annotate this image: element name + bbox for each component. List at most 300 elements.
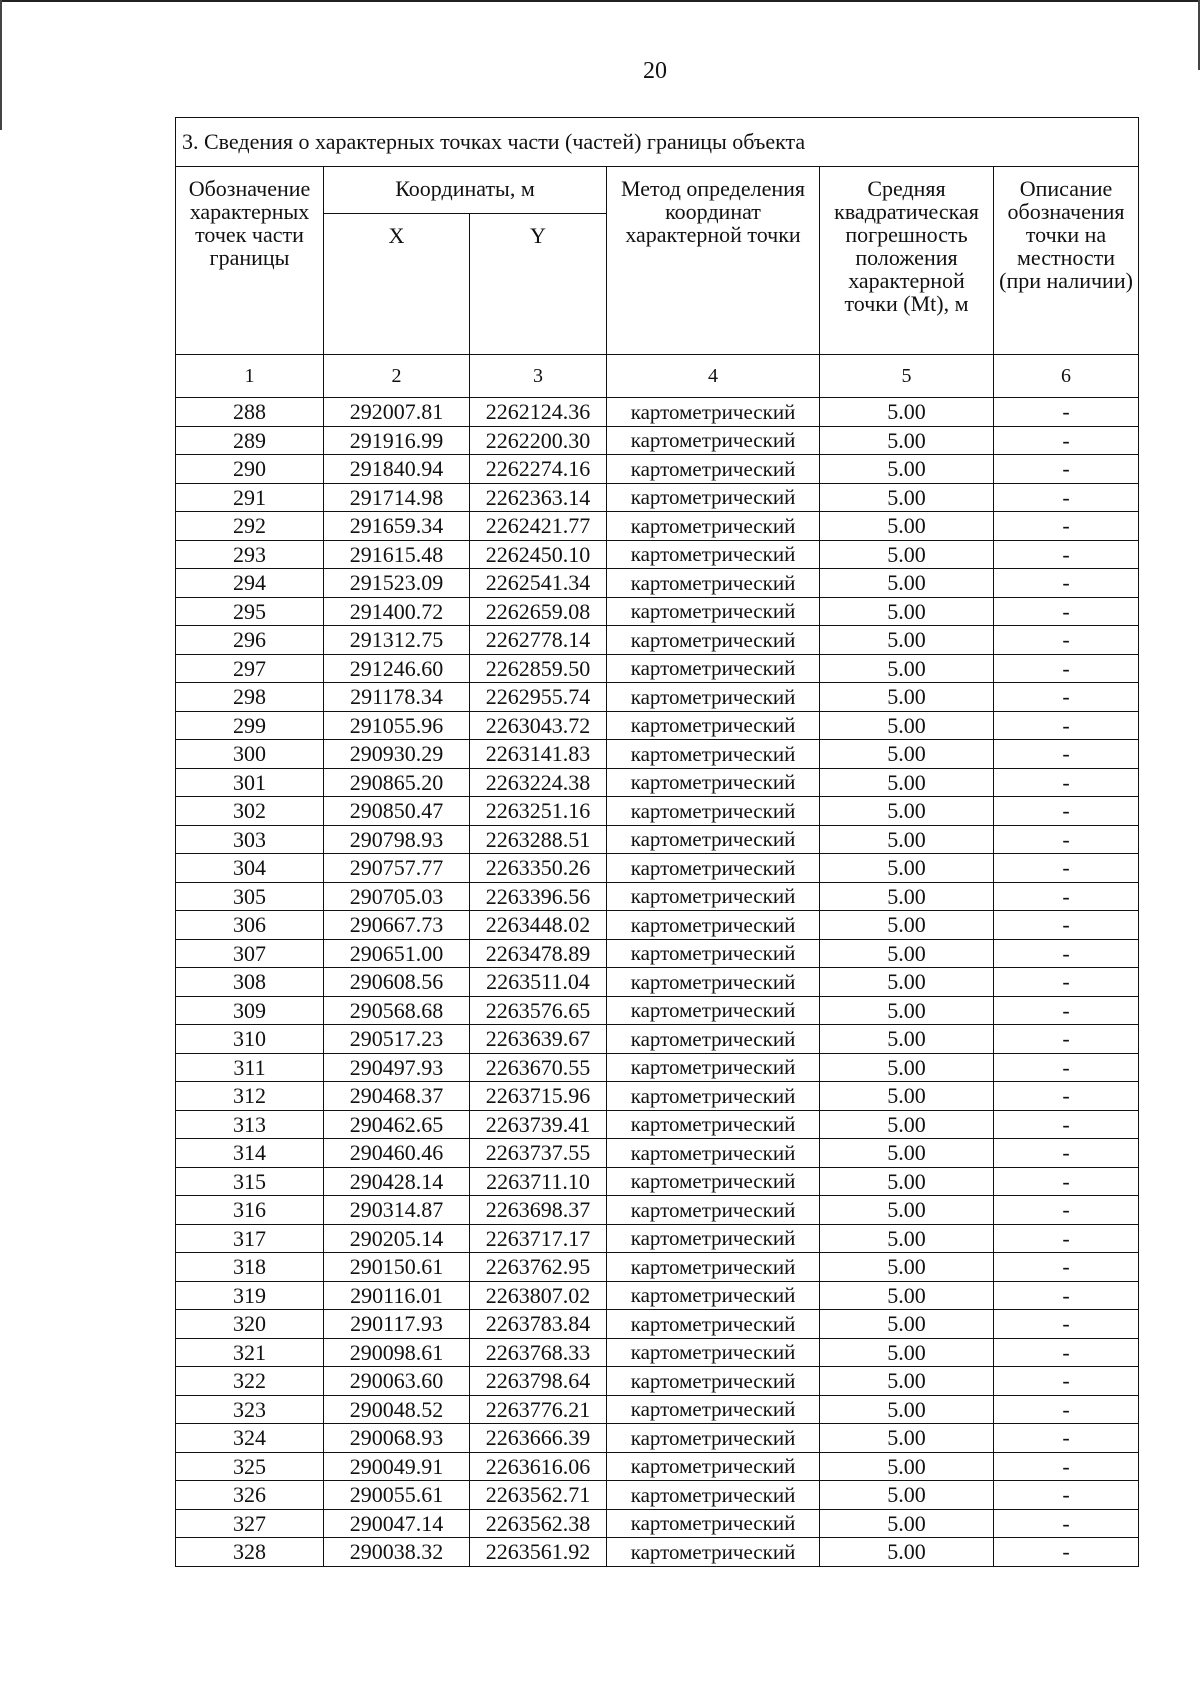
description-cell: - bbox=[994, 797, 1139, 826]
table-row bbox=[176, 1139, 1139, 1168]
description-cell: - bbox=[994, 939, 1139, 968]
coord-x-cell: 290798.93 bbox=[324, 825, 470, 854]
method-cell: картометрический bbox=[607, 1481, 820, 1510]
mean-error-cell: 5.00 bbox=[820, 1424, 994, 1453]
column-number: 6 bbox=[994, 355, 1139, 398]
description-cell: - bbox=[994, 1224, 1139, 1253]
point-number-cell: 304 bbox=[176, 854, 324, 883]
point-number-cell: 299 bbox=[176, 711, 324, 740]
point-number-cell: 298 bbox=[176, 683, 324, 712]
point-number-cell: 319 bbox=[176, 1281, 324, 1310]
method-cell: картометрический bbox=[607, 426, 820, 455]
mean-error-cell: 5.00 bbox=[820, 1481, 994, 1510]
coord-y-cell: 2263288.51 bbox=[470, 825, 607, 854]
point-number-cell: 312 bbox=[176, 1082, 324, 1111]
method-cell: картометрический bbox=[607, 825, 820, 854]
coord-y-cell: 2262450.10 bbox=[470, 540, 607, 569]
coord-y-cell: 2263350.26 bbox=[470, 854, 607, 883]
mean-error-cell: 5.00 bbox=[820, 683, 994, 712]
point-number-cell: 305 bbox=[176, 882, 324, 911]
method-cell: картометрический bbox=[607, 1053, 820, 1082]
coord-y-cell: 2262778.14 bbox=[470, 626, 607, 655]
header-mean-error: Средняя квадратическая погрешность положения характерной точки (Mt), м bbox=[820, 167, 994, 355]
point-number-cell: 306 bbox=[176, 911, 324, 940]
coord-x-cell: 290047.14 bbox=[324, 1509, 470, 1538]
table-row bbox=[176, 1424, 1139, 1453]
mean-error-cell: 5.00 bbox=[820, 1538, 994, 1567]
coord-y-cell: 2263639.67 bbox=[470, 1025, 607, 1054]
coord-x-cell: 290150.61 bbox=[324, 1253, 470, 1282]
mean-error-cell: 5.00 bbox=[820, 968, 994, 997]
mean-error-cell: 5.00 bbox=[820, 1025, 994, 1054]
coord-x-cell: 291714.98 bbox=[324, 483, 470, 512]
method-cell: картометрический bbox=[607, 1424, 820, 1453]
coord-x-cell: 290568.68 bbox=[324, 996, 470, 1025]
coord-y-cell: 2263807.02 bbox=[470, 1281, 607, 1310]
table-row bbox=[176, 825, 1139, 854]
coord-x-cell: 290205.14 bbox=[324, 1224, 470, 1253]
method-cell: картометрический bbox=[607, 996, 820, 1025]
point-number-cell: 322 bbox=[176, 1367, 324, 1396]
coord-y-cell: 2263798.64 bbox=[470, 1367, 607, 1396]
point-number-cell: 310 bbox=[176, 1025, 324, 1054]
mean-error-cell: 5.00 bbox=[820, 882, 994, 911]
point-number-cell: 289 bbox=[176, 426, 324, 455]
description-cell: - bbox=[994, 1481, 1139, 1510]
method-cell: картометрический bbox=[607, 1082, 820, 1111]
coord-y-cell: 2262274.16 bbox=[470, 455, 607, 484]
column-number: 3 bbox=[470, 355, 607, 398]
table-row bbox=[176, 1196, 1139, 1225]
point-number-cell: 303 bbox=[176, 825, 324, 854]
method-cell: картометрический bbox=[607, 1338, 820, 1367]
method-cell: картометрический bbox=[607, 654, 820, 683]
coord-x-cell: 290048.52 bbox=[324, 1395, 470, 1424]
mean-error-cell: 5.00 bbox=[820, 711, 994, 740]
table-row bbox=[176, 483, 1139, 512]
scan-edge-top bbox=[0, 0, 1200, 2]
coord-x-cell: 291178.34 bbox=[324, 683, 470, 712]
mean-error-cell: 5.00 bbox=[820, 825, 994, 854]
method-cell: картометрический bbox=[607, 968, 820, 997]
table-row bbox=[176, 1110, 1139, 1139]
coord-x-cell: 290497.93 bbox=[324, 1053, 470, 1082]
method-cell: картометрический bbox=[607, 1395, 820, 1424]
coord-y-cell: 2263768.33 bbox=[470, 1338, 607, 1367]
mean-error-cell: 5.00 bbox=[820, 740, 994, 769]
coord-y-cell: 2262659.08 bbox=[470, 597, 607, 626]
method-cell: картометрический bbox=[607, 1281, 820, 1310]
method-cell: картометрический bbox=[607, 569, 820, 598]
point-number-cell: 313 bbox=[176, 1110, 324, 1139]
mean-error-cell: 5.00 bbox=[820, 1167, 994, 1196]
description-cell: - bbox=[994, 1025, 1139, 1054]
table-row bbox=[176, 968, 1139, 997]
description-cell: - bbox=[994, 1367, 1139, 1396]
table-row bbox=[176, 939, 1139, 968]
method-cell: картометрический bbox=[607, 740, 820, 769]
table-body bbox=[176, 398, 1139, 1567]
mean-error-cell: 5.00 bbox=[820, 1253, 994, 1282]
point-number-cell: 294 bbox=[176, 569, 324, 598]
description-cell: - bbox=[994, 711, 1139, 740]
header-point-designation: Обозначение характерных точек части границы bbox=[176, 167, 324, 355]
coord-y-cell: 2263562.38 bbox=[470, 1509, 607, 1538]
mean-error-cell: 5.00 bbox=[820, 768, 994, 797]
coord-y-cell: 2263737.55 bbox=[470, 1139, 607, 1168]
page-number: 20 bbox=[643, 58, 667, 84]
coord-y-cell: 2263251.16 bbox=[470, 797, 607, 826]
method-cell: картометрический bbox=[607, 882, 820, 911]
description-cell: - bbox=[994, 854, 1139, 883]
table-row bbox=[176, 1338, 1139, 1367]
method-cell: картометрический bbox=[607, 597, 820, 626]
description-cell: - bbox=[994, 1167, 1139, 1196]
table-row bbox=[176, 1395, 1139, 1424]
point-number-cell: 314 bbox=[176, 1139, 324, 1168]
description-cell: - bbox=[994, 1452, 1139, 1481]
point-number-cell: 311 bbox=[176, 1053, 324, 1082]
description-cell: - bbox=[994, 1338, 1139, 1367]
description-cell: - bbox=[994, 882, 1139, 911]
table-row bbox=[176, 1538, 1139, 1567]
coord-x-cell: 290651.00 bbox=[324, 939, 470, 968]
point-number-cell: 323 bbox=[176, 1395, 324, 1424]
coord-x-cell: 291916.99 bbox=[324, 426, 470, 455]
coord-x-cell: 291523.09 bbox=[324, 569, 470, 598]
description-cell: - bbox=[994, 740, 1139, 769]
mean-error-cell: 5.00 bbox=[820, 626, 994, 655]
point-number-cell: 328 bbox=[176, 1538, 324, 1567]
point-number-cell: 291 bbox=[176, 483, 324, 512]
description-cell: - bbox=[994, 1538, 1139, 1567]
method-cell: картометрический bbox=[607, 711, 820, 740]
point-number-cell: 293 bbox=[176, 540, 324, 569]
coord-y-cell: 2263511.04 bbox=[470, 968, 607, 997]
mean-error-cell: 5.00 bbox=[820, 1196, 994, 1225]
column-number: 4 bbox=[607, 355, 820, 398]
table-row bbox=[176, 797, 1139, 826]
coord-x-cell: 291615.48 bbox=[324, 540, 470, 569]
table-row bbox=[176, 768, 1139, 797]
table-row bbox=[176, 1053, 1139, 1082]
method-cell: картометрический bbox=[607, 1167, 820, 1196]
mean-error-cell: 5.00 bbox=[820, 1395, 994, 1424]
coord-x-cell: 290460.46 bbox=[324, 1139, 470, 1168]
method-cell: картометрический bbox=[607, 455, 820, 484]
description-cell: - bbox=[994, 483, 1139, 512]
column-number: 5 bbox=[820, 355, 994, 398]
coord-x-cell: 291312.75 bbox=[324, 626, 470, 655]
description-cell: - bbox=[994, 512, 1139, 541]
coord-x-cell: 291659.34 bbox=[324, 512, 470, 541]
mean-error-cell: 5.00 bbox=[820, 1310, 994, 1339]
mean-error-cell: 5.00 bbox=[820, 1367, 994, 1396]
coord-y-cell: 2263396.56 bbox=[470, 882, 607, 911]
method-cell: картометрический bbox=[607, 1253, 820, 1282]
point-number-cell: 290 bbox=[176, 455, 324, 484]
method-cell: картометрический bbox=[607, 768, 820, 797]
description-cell: - bbox=[994, 398, 1139, 427]
point-number-cell: 317 bbox=[176, 1224, 324, 1253]
description-cell: - bbox=[994, 597, 1139, 626]
mean-error-cell: 5.00 bbox=[820, 797, 994, 826]
table-row bbox=[176, 1367, 1139, 1396]
coord-y-cell: 2262955.74 bbox=[470, 683, 607, 712]
method-cell: картометрический bbox=[607, 911, 820, 940]
table-row bbox=[176, 654, 1139, 683]
description-cell: - bbox=[994, 455, 1139, 484]
column-number: 2 bbox=[324, 355, 470, 398]
mean-error-cell: 5.00 bbox=[820, 1139, 994, 1168]
coord-x-cell: 290850.47 bbox=[324, 797, 470, 826]
coord-x-cell: 290116.01 bbox=[324, 1281, 470, 1310]
description-cell: - bbox=[994, 1310, 1139, 1339]
description-cell: - bbox=[994, 1395, 1139, 1424]
table-row bbox=[176, 512, 1139, 541]
coord-x-cell: 290314.87 bbox=[324, 1196, 470, 1225]
table-row bbox=[176, 882, 1139, 911]
point-number-cell: 321 bbox=[176, 1338, 324, 1367]
header-coordinates: Координаты, м bbox=[324, 167, 607, 214]
table-row bbox=[176, 911, 1139, 940]
method-cell: картометрический bbox=[607, 398, 820, 427]
point-number-cell: 300 bbox=[176, 740, 324, 769]
point-number-cell: 316 bbox=[176, 1196, 324, 1225]
description-cell: - bbox=[994, 825, 1139, 854]
mean-error-cell: 5.00 bbox=[820, 1509, 994, 1538]
boundary-points-table bbox=[175, 117, 1139, 1567]
method-cell: картометрический bbox=[607, 1367, 820, 1396]
coord-y-cell: 2263576.65 bbox=[470, 996, 607, 1025]
method-cell: картометрический bbox=[607, 1110, 820, 1139]
method-cell: картометрический bbox=[607, 483, 820, 512]
point-number-cell: 292 bbox=[176, 512, 324, 541]
point-number-cell: 288 bbox=[176, 398, 324, 427]
point-number-cell: 315 bbox=[176, 1167, 324, 1196]
coord-x-cell: 290705.03 bbox=[324, 882, 470, 911]
coord-y-cell: 2263717.17 bbox=[470, 1224, 607, 1253]
coord-x-cell: 290049.91 bbox=[324, 1452, 470, 1481]
table-row bbox=[176, 1310, 1139, 1339]
coord-y-cell: 2263715.96 bbox=[470, 1082, 607, 1111]
coord-y-cell: 2263478.89 bbox=[470, 939, 607, 968]
method-cell: картометрический bbox=[607, 512, 820, 541]
point-number-cell: 308 bbox=[176, 968, 324, 997]
coord-y-cell: 2263141.83 bbox=[470, 740, 607, 769]
coord-y-cell: 2262421.77 bbox=[470, 512, 607, 541]
method-cell: картометрический bbox=[607, 797, 820, 826]
mean-error-cell: 5.00 bbox=[820, 1224, 994, 1253]
description-cell: - bbox=[994, 1139, 1139, 1168]
method-cell: картометрический bbox=[607, 854, 820, 883]
mean-error-cell: 5.00 bbox=[820, 1338, 994, 1367]
mean-error-cell: 5.00 bbox=[820, 911, 994, 940]
method-cell: картометрический bbox=[607, 939, 820, 968]
description-cell: - bbox=[994, 626, 1139, 655]
description-cell: - bbox=[994, 569, 1139, 598]
point-number-cell: 318 bbox=[176, 1253, 324, 1282]
table-row bbox=[176, 626, 1139, 655]
table-row bbox=[176, 1167, 1139, 1196]
mean-error-cell: 5.00 bbox=[820, 455, 994, 484]
coord-y-cell: 2263783.84 bbox=[470, 1310, 607, 1339]
mean-error-cell: 5.00 bbox=[820, 1082, 994, 1111]
point-number-cell: 297 bbox=[176, 654, 324, 683]
coord-y-cell: 2262541.34 bbox=[470, 569, 607, 598]
table-row bbox=[176, 1025, 1139, 1054]
coord-x-cell: 292007.81 bbox=[324, 398, 470, 427]
method-cell: картометрический bbox=[607, 1139, 820, 1168]
description-cell: - bbox=[994, 1281, 1139, 1310]
coord-y-cell: 2263616.06 bbox=[470, 1452, 607, 1481]
point-number-cell: 296 bbox=[176, 626, 324, 655]
coord-x-cell: 290038.32 bbox=[324, 1538, 470, 1567]
description-cell: - bbox=[994, 1196, 1139, 1225]
mean-error-cell: 5.00 bbox=[820, 569, 994, 598]
method-cell: картометрический bbox=[607, 1224, 820, 1253]
method-cell: картометрический bbox=[607, 540, 820, 569]
method-cell: картометрический bbox=[607, 1538, 820, 1567]
point-number-cell: 325 bbox=[176, 1452, 324, 1481]
method-cell: картометрический bbox=[607, 1196, 820, 1225]
method-cell: картометрический bbox=[607, 683, 820, 712]
coord-x-cell: 290930.29 bbox=[324, 740, 470, 769]
description-cell: - bbox=[994, 1509, 1139, 1538]
coord-y-cell: 2263224.38 bbox=[470, 768, 607, 797]
mean-error-cell: 5.00 bbox=[820, 1452, 994, 1481]
description-cell: - bbox=[994, 996, 1139, 1025]
coord-y-cell: 2263739.41 bbox=[470, 1110, 607, 1139]
coord-x-cell: 290055.61 bbox=[324, 1481, 470, 1510]
table-row bbox=[176, 1253, 1139, 1282]
description-cell: - bbox=[994, 1253, 1139, 1282]
mean-error-cell: 5.00 bbox=[820, 483, 994, 512]
table-row bbox=[176, 1452, 1139, 1481]
coord-y-cell: 2263561.92 bbox=[470, 1538, 607, 1567]
coord-y-cell: 2262200.30 bbox=[470, 426, 607, 455]
coord-y-cell: 2262859.50 bbox=[470, 654, 607, 683]
coord-x-cell: 290068.93 bbox=[324, 1424, 470, 1453]
coord-y-cell: 2263762.95 bbox=[470, 1253, 607, 1282]
coord-x-cell: 290517.23 bbox=[324, 1025, 470, 1054]
coord-y-cell: 2263666.39 bbox=[470, 1424, 607, 1453]
table-row bbox=[176, 996, 1139, 1025]
point-number-cell: 309 bbox=[176, 996, 324, 1025]
mean-error-cell: 5.00 bbox=[820, 996, 994, 1025]
description-cell: - bbox=[994, 1082, 1139, 1111]
mean-error-cell: 5.00 bbox=[820, 1110, 994, 1139]
coord-x-cell: 290462.65 bbox=[324, 1110, 470, 1139]
description-cell: - bbox=[994, 768, 1139, 797]
header-x: X bbox=[324, 214, 470, 355]
table-title: 3. Сведения о характерных точках части (частей) границы объекта bbox=[176, 118, 1139, 167]
coord-x-cell: 290468.37 bbox=[324, 1082, 470, 1111]
method-cell: картометрический bbox=[607, 626, 820, 655]
mean-error-cell: 5.00 bbox=[820, 398, 994, 427]
method-cell: картометрический bbox=[607, 1310, 820, 1339]
point-number-cell: 295 bbox=[176, 597, 324, 626]
coord-x-cell: 290667.73 bbox=[324, 911, 470, 940]
table-row bbox=[176, 540, 1139, 569]
coord-y-cell: 2262124.36 bbox=[470, 398, 607, 427]
point-number-cell: 326 bbox=[176, 1481, 324, 1510]
method-cell: картометрический bbox=[607, 1509, 820, 1538]
table-row bbox=[176, 1281, 1139, 1310]
description-cell: - bbox=[994, 683, 1139, 712]
table-row bbox=[176, 683, 1139, 712]
coord-x-cell: 291246.60 bbox=[324, 654, 470, 683]
coord-x-cell: 290098.61 bbox=[324, 1338, 470, 1367]
coord-y-cell: 2262363.14 bbox=[470, 483, 607, 512]
table-row bbox=[176, 426, 1139, 455]
mean-error-cell: 5.00 bbox=[820, 597, 994, 626]
mean-error-cell: 5.00 bbox=[820, 540, 994, 569]
table-row bbox=[176, 398, 1139, 427]
coord-x-cell: 291840.94 bbox=[324, 455, 470, 484]
coord-x-cell: 290608.56 bbox=[324, 968, 470, 997]
point-number-cell: 320 bbox=[176, 1310, 324, 1339]
description-cell: - bbox=[994, 911, 1139, 940]
coord-x-cell: 291400.72 bbox=[324, 597, 470, 626]
point-number-cell: 324 bbox=[176, 1424, 324, 1453]
table-row bbox=[176, 740, 1139, 769]
description-cell: - bbox=[994, 426, 1139, 455]
description-cell: - bbox=[994, 1110, 1139, 1139]
table-row bbox=[176, 711, 1139, 740]
header-y: Y bbox=[470, 214, 607, 355]
coord-y-cell: 2263562.71 bbox=[470, 1481, 607, 1510]
point-number-cell: 302 bbox=[176, 797, 324, 826]
coord-y-cell: 2263043.72 bbox=[470, 711, 607, 740]
mean-error-cell: 5.00 bbox=[820, 854, 994, 883]
coord-y-cell: 2263448.02 bbox=[470, 911, 607, 940]
description-cell: - bbox=[994, 654, 1139, 683]
mean-error-cell: 5.00 bbox=[820, 1053, 994, 1082]
header-description: Описание обозначения точки на местности (при наличии) bbox=[994, 167, 1139, 355]
header-method: Метод определения координат характерной точки bbox=[607, 167, 820, 355]
mean-error-cell: 5.00 bbox=[820, 939, 994, 968]
coord-x-cell: 290063.60 bbox=[324, 1367, 470, 1396]
point-number-cell: 307 bbox=[176, 939, 324, 968]
coord-y-cell: 2263670.55 bbox=[470, 1053, 607, 1082]
coord-x-cell: 291055.96 bbox=[324, 711, 470, 740]
mean-error-cell: 5.00 bbox=[820, 512, 994, 541]
table-row bbox=[176, 854, 1139, 883]
table-row bbox=[176, 1481, 1139, 1510]
point-number-cell: 301 bbox=[176, 768, 324, 797]
description-cell: - bbox=[994, 968, 1139, 997]
table-row bbox=[176, 1224, 1139, 1253]
coord-x-cell: 290757.77 bbox=[324, 854, 470, 883]
mean-error-cell: 5.00 bbox=[820, 426, 994, 455]
mean-error-cell: 5.00 bbox=[820, 1281, 994, 1310]
description-cell: - bbox=[994, 1424, 1139, 1453]
coord-x-cell: 290865.20 bbox=[324, 768, 470, 797]
coord-y-cell: 2263698.37 bbox=[470, 1196, 607, 1225]
table-row bbox=[176, 569, 1139, 598]
point-number-cell: 327 bbox=[176, 1509, 324, 1538]
column-number: 1 bbox=[176, 355, 324, 398]
coord-x-cell: 290117.93 bbox=[324, 1310, 470, 1339]
coord-y-cell: 2263711.10 bbox=[470, 1167, 607, 1196]
method-cell: картометрический bbox=[607, 1025, 820, 1054]
table-row bbox=[176, 597, 1139, 626]
description-cell: - bbox=[994, 1053, 1139, 1082]
table-row bbox=[176, 455, 1139, 484]
table-row bbox=[176, 1509, 1139, 1538]
coord-y-cell: 2263776.21 bbox=[470, 1395, 607, 1424]
